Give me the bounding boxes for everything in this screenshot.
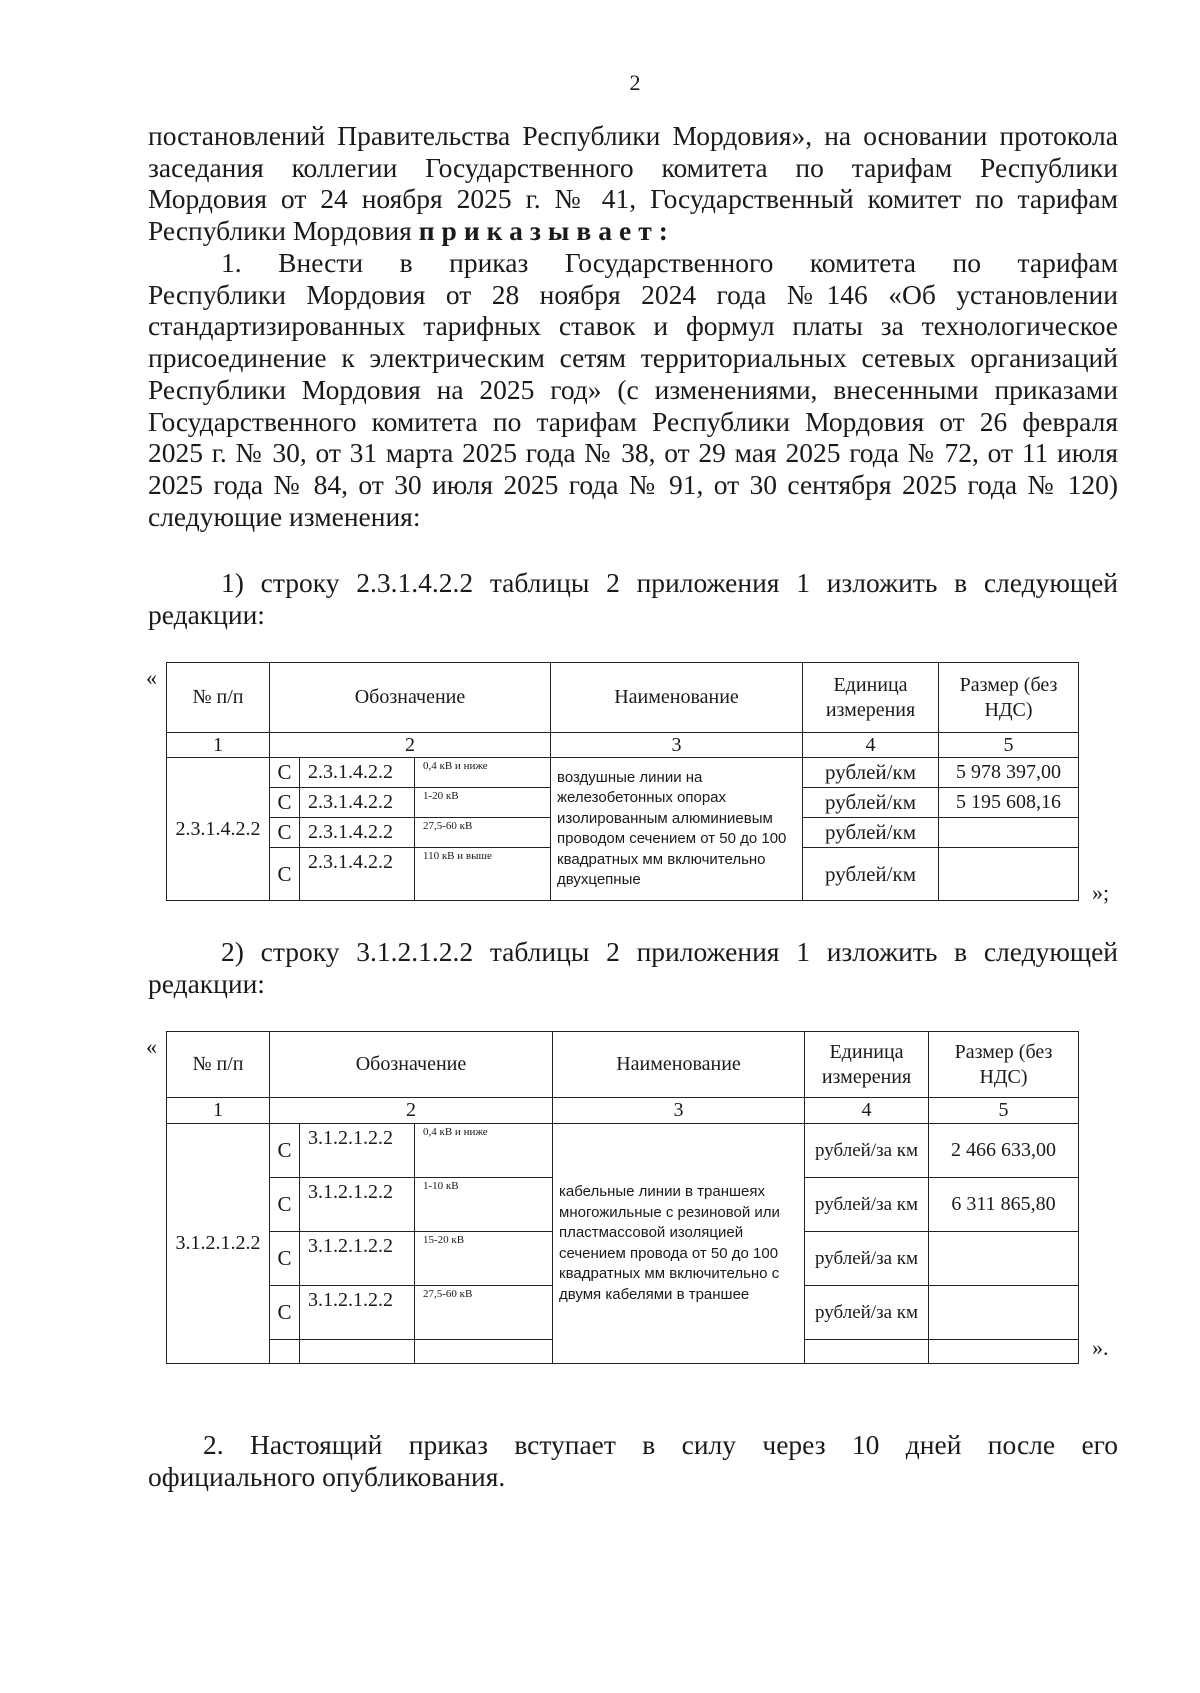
subpoint-1-line-2: редакции: [148, 598, 265, 630]
point-1-line-6: Государственного комитета по тарифам Республики Мордовия от 26 февраля [148, 405, 1118, 437]
table-2-row-1-unit: рублей/за км [805, 1124, 929, 1178]
table-1-row-3-c: С [270, 818, 300, 848]
table-2-colnum-2: 2 [270, 1098, 553, 1124]
intro-line-4-text: Республики Мордовия [148, 215, 412, 247]
subpoint-2-paragraph [148, 936, 1118, 999]
table-row [167, 1124, 1079, 1178]
point-1-line-2: Республики Мордовия от 28 ноября 2024 года №146 «Об установлении [148, 278, 1118, 310]
point-2-paragraph [148, 1429, 1118, 1492]
table-2-colnum-4: 4 [805, 1098, 929, 1124]
table-2-empty-unit [805, 1340, 929, 1364]
table-2-header-code: Обозначение [270, 1032, 553, 1098]
table-1-row-4-voltage: 110 кВ и выше [415, 848, 551, 901]
table-1-header-code: Обозначение [270, 663, 551, 733]
table-1-row-2-value: 5 195 608,16 [939, 788, 1079, 818]
table-2-colnum-row [167, 1098, 1079, 1124]
table-1-row-code: 2.3.1.4.2.2 [167, 758, 270, 901]
point-1-line-8: 2025 года № 84, от 30 июля 2025 года № 91, от 30 сентября 2025 года № 120) [148, 468, 1118, 500]
table-2-row-3-voltage: 15-20 кВ [415, 1232, 553, 1286]
subpoint-1-paragraph [148, 567, 1118, 630]
intro-line-1: постановлений Правительства Республики Мордовия», на основании протокола [148, 120, 1118, 151]
table-2-row-3-unit: рублей/за км [805, 1232, 929, 1286]
point-1-line-3: стандартизированных тарифных ставок и формул платы за технологическое [148, 310, 1118, 342]
table-1-colnum-row [167, 733, 1079, 758]
table-row [167, 758, 1079, 788]
table-1-row-3-value [939, 818, 1079, 848]
table-1-header-unit: Единица измерения [803, 663, 939, 733]
table-2-colnum-3: 3 [553, 1098, 805, 1124]
table-2-row-1-code: 3.1.2.1.2.2 [300, 1124, 415, 1178]
point-1-paragraph [148, 247, 1118, 532]
table-1-row-1-code: 2.3.1.4.2.2 [300, 758, 415, 788]
table-2-row-1-value: 2 466 633,00 [929, 1124, 1079, 1178]
table-2-row-3-c: С [270, 1232, 300, 1286]
table-1-open-quote: « [146, 665, 157, 690]
table-2 [166, 1031, 1079, 1364]
table-1-row-4-c: С [270, 848, 300, 901]
table-1-row-1-c: С [270, 758, 300, 788]
table-1-row-2-code: 2.3.1.4.2.2 [300, 788, 415, 818]
table-2-empty-code [300, 1340, 415, 1364]
table-1-header-row [167, 663, 1079, 733]
table-2-close-mark: ». [1092, 1335, 1109, 1360]
intro-line-2: заседания коллегии Государственного комитета по тарифам Республики [148, 151, 1118, 183]
table-2-header-unit: Единица измерения [805, 1032, 929, 1098]
table-1-row-2-unit: рублей/км [803, 788, 939, 818]
table-2-row-1-c: С [270, 1124, 300, 1178]
table-1-row-3-voltage: 27,5-60 кВ [415, 818, 551, 848]
table-2-row-4-value [929, 1286, 1079, 1340]
table-1-row-3-unit: рублей/км [803, 818, 939, 848]
subpoint-2-line-1: 2) строку 3.1.2.1.2.2 таблицы 2 приложения 1 изложить в следующей [221, 936, 1118, 967]
table-1-name: воздушные линии на железобетонных опорах изолированным алюминиевым проводом сечением от 50 до 100 квадратных мм включительно двухцепные [551, 758, 803, 901]
table-2-row-4-code: 3.1.2.1.2.2 [300, 1286, 415, 1340]
table-1-colnum-3: 3 [551, 733, 803, 758]
table-2-row-4-voltage: 27,5-60 кВ [415, 1286, 553, 1340]
subpoint-2-line-2: редакции: [148, 967, 265, 999]
table-2-row-3-code: 3.1.2.1.2.2 [300, 1232, 415, 1286]
table-1-header-size: Размер (без НДС) [939, 663, 1079, 733]
table-2-empty-c [270, 1340, 300, 1364]
table-1-colnum-2: 2 [270, 733, 551, 758]
table-2-row-3-value [929, 1232, 1079, 1286]
table-2-row-2-value: 6 311 865,80 [929, 1178, 1079, 1232]
table-2-header-size: Размер (без НДС) [929, 1032, 1079, 1098]
table-2-colnum-1: 1 [167, 1098, 270, 1124]
table-1-row-2-c: С [270, 788, 300, 818]
table-2-row-1-voltage: 0,4 кВ и ниже [415, 1124, 553, 1178]
table-1-header-name: Наименование [551, 663, 803, 733]
point-1-line-7: 2025 г. № 30, от 31 марта 2025 года № 38, от 29 мая 2025 года № 72, от 11 июля [148, 437, 1118, 469]
table-1 [166, 662, 1079, 901]
table-1-row-1-unit: рублей/км [803, 758, 939, 788]
table-2-empty-value [929, 1340, 1079, 1364]
table-2-header-num: № п/п [167, 1032, 270, 1098]
point-1-line-4: присоединение к электрическим сетям территориальных сетевых организаций [148, 342, 1118, 374]
point-1-line-1: 1. Внести в приказ Государственного комитета по тарифам [221, 247, 1118, 278]
table-2-row-2-voltage: 1-10 кВ [415, 1178, 553, 1232]
table-1-row-3-code: 2.3.1.4.2.2 [300, 818, 415, 848]
intro-paragraph [148, 120, 1118, 247]
intro-line-3: Мордовия от 24 ноября 2025 г. № 41, Государственный комитет по тарифам [148, 183, 1118, 215]
table-1-row-4-value [939, 848, 1079, 901]
table-1-colnum-1: 1 [167, 733, 270, 758]
table-2-open-quote: « [146, 1034, 157, 1059]
table-2-row-2-c: С [270, 1178, 300, 1232]
table-1-row-2-voltage: 1-20 кВ [415, 788, 551, 818]
intro-line-4 [148, 215, 1118, 247]
table-2-row-code: 3.1.2.1.2.2 [167, 1124, 270, 1364]
point-2-line-1: 2. Настоящий приказ вступает в силу через 10 дней после его [203, 1429, 1118, 1460]
table-2-empty-voltage [415, 1340, 553, 1364]
table-2-header-row [167, 1032, 1079, 1098]
table-2-header-name: Наименование [553, 1032, 805, 1098]
table-1-row-1-voltage: 0,4 кВ и ниже [415, 758, 551, 788]
point-1-line-9: следующие изменения: [148, 500, 421, 532]
order-verb: приказывает: [418, 215, 675, 247]
table-2-row-2-unit: рублей/за км [805, 1178, 929, 1232]
table-1-row-4-code: 2.3.1.4.2.2 [300, 848, 415, 901]
table-2-row-4-unit: рублей/за км [805, 1286, 929, 1340]
table-2-row-4-c: С [270, 1286, 300, 1340]
table-1-row-4-unit: рублей/км [803, 848, 939, 901]
table-2-colnum-5: 5 [929, 1098, 1079, 1124]
table-1-colnum-5: 5 [939, 733, 1079, 758]
point-1-line-5: Республики Мордовия на 2025 год» (с изменениями, внесенными приказами [148, 373, 1118, 405]
table-1-header-num: № п/п [167, 663, 270, 733]
page-number: 2 [629, 70, 641, 95]
subpoint-1-line-1: 1) строку 2.3.1.4.2.2 таблицы 2 приложения 1 изложить в следующей [221, 567, 1118, 598]
table-1-close-mark: »; [1092, 880, 1110, 905]
point-2-line-2: официального опубликования. [148, 1460, 506, 1492]
table-2-name: кабельные линии в траншеях многожильные с резиновой или пластмассовой изоляцией сечением провода от 50 до 100 квадратных мм включительно с двумя кабелями в траншее [553, 1124, 805, 1364]
table-1-row-1-value: 5 978 397,00 [939, 758, 1079, 788]
table-1-colnum-4: 4 [803, 733, 939, 758]
table-2-row-2-code: 3.1.2.1.2.2 [300, 1178, 415, 1232]
